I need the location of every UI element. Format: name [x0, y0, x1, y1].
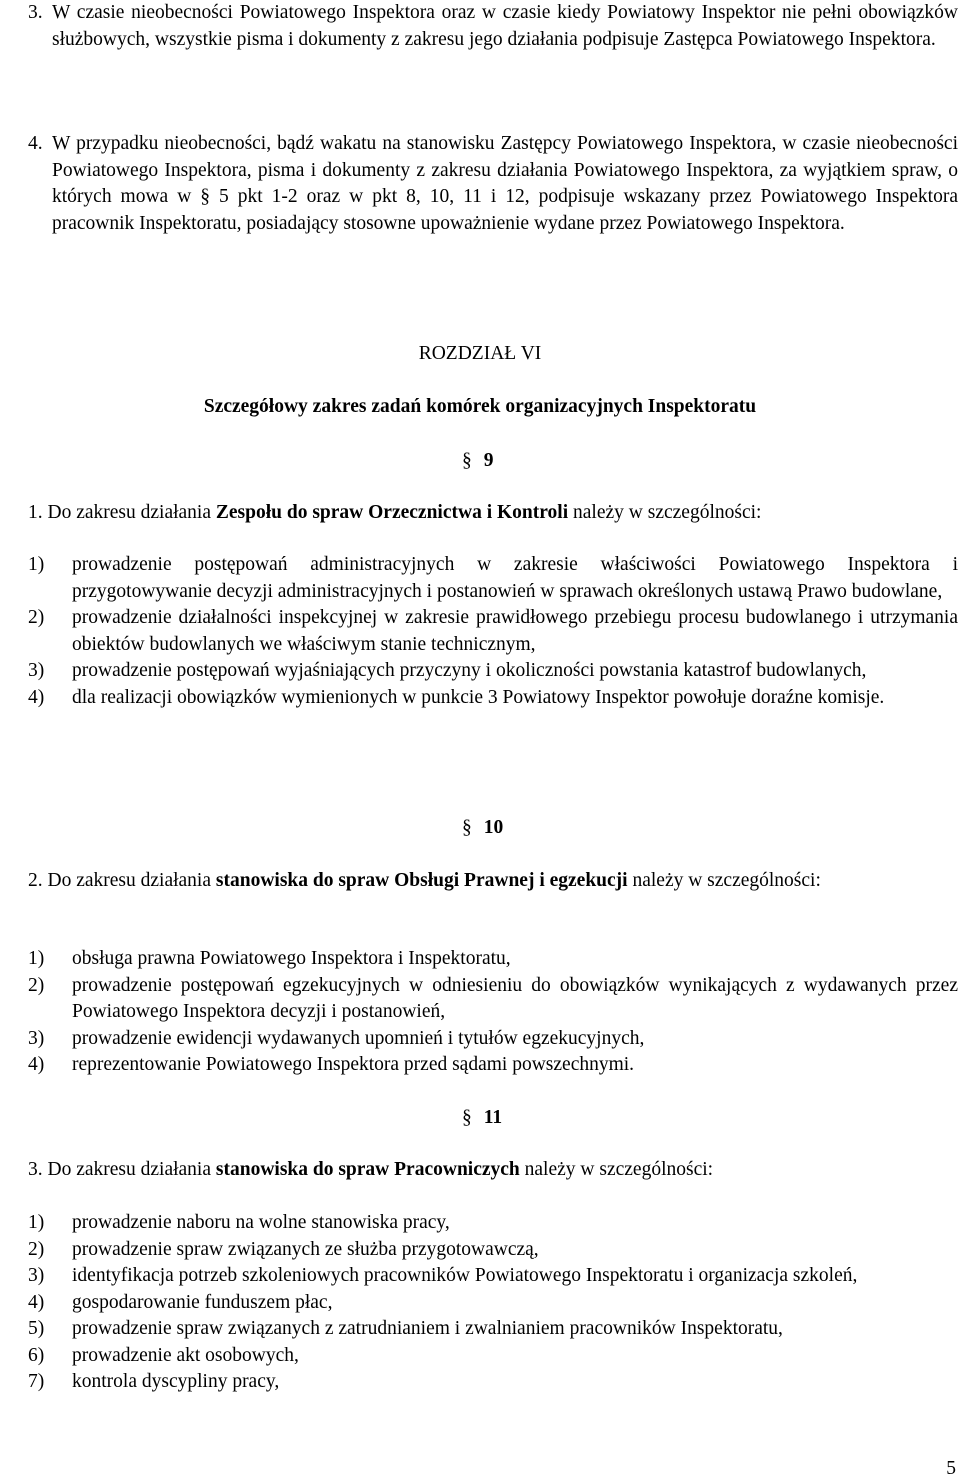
item-text: kontrola dyscypliny pracy,	[72, 1371, 280, 1392]
item-text: gospodarowanie funduszem płac,	[72, 1291, 333, 1313]
item-text: prowadzenie spraw związanych ze służba przygotowawczą,	[72, 1238, 539, 1260]
section-symbol: §	[462, 1107, 472, 1128]
paragraph-number: 3.	[28, 2, 43, 23]
list-item	[28, 1316, 958, 1343]
item-text: prowadzenie postępowań administracyjnych w zakresie właściwości Powiatowego Inspektora i przygotowywanie decyzji administracyjnych i postanowień w sprawach określonych ustawą Prawo budowlane,	[72, 554, 958, 602]
section-number: 9	[483, 450, 494, 471]
paragraph-text: W czasie nieobecności Powiatowego Inspektora oraz w czasie kiedy Powiatowy Inspektor nie pełni obowiązków służbowych, wszystkie pisma i dokumenty z zakresu jego działania podpisuje Zastępca Powiatowego Inspektora.	[52, 2, 958, 50]
unit-name: Zespołu do spraw Orzecznictwa i Kontroli	[215, 502, 569, 523]
item-number: 2)	[28, 1238, 45, 1260]
paragraph-4	[28, 131, 958, 237]
list-item	[28, 552, 958, 605]
lead-text-pre: Do zakresu działania	[47, 870, 216, 891]
item-number: 4)	[28, 1291, 45, 1313]
lead-text-post: należy w szczególności:	[568, 502, 762, 523]
list-item	[28, 1263, 958, 1290]
list-item	[28, 605, 958, 658]
item-number: 5)	[28, 1318, 45, 1339]
paragraph-3	[28, 0, 958, 53]
section-symbol: §	[462, 450, 472, 471]
list-item	[28, 1369, 958, 1396]
section-9-list	[28, 552, 958, 711]
section-11-heading	[462, 1105, 502, 1132]
list-item	[28, 1343, 958, 1370]
item-text: prowadzenie postępowań wyjaśniających przyczyny i okoliczności powstania katastrof budowlanych,	[72, 660, 867, 681]
item-text: reprezentowanie Powiatowego Inspektora przed sądami powszechnymi.	[72, 1054, 635, 1075]
item-text: prowadzenie naboru na wolne stanowiska pracy,	[72, 1212, 450, 1233]
list-item	[28, 1052, 958, 1079]
item-text: prowadzenie działalności inspekcyjnej w zakresie prawidłowego przebiegu procesu budowlanego i utrzymania obiektów budowlanych we właściwym stanie technicznym,	[72, 607, 958, 655]
item-number: 7)	[28, 1371, 45, 1392]
list-item	[28, 1237, 958, 1264]
lead-text-pre: Do zakresu działania	[47, 502, 216, 523]
item-number: 3)	[28, 1027, 45, 1049]
section-10-list	[28, 946, 958, 1079]
item-number: 4)	[28, 1054, 45, 1075]
lead-number: 3.	[28, 1159, 43, 1180]
lead-number: 1.	[28, 502, 43, 523]
list-item	[28, 1290, 958, 1317]
list-item	[28, 1210, 958, 1237]
unit-name: stanowiska do spraw Obsługi Prawnej i egzekucji	[215, 870, 628, 891]
section-number: 10	[483, 817, 504, 838]
item-number: 1)	[28, 948, 45, 969]
item-text: obsługa prawna Powiatowego Inspektora i Inspektoratu,	[72, 948, 511, 969]
section-10-heading	[462, 815, 503, 842]
section-11-list	[28, 1210, 958, 1396]
item-number: 1)	[28, 554, 45, 575]
item-text: prowadzenie ewidencji wydawanych upomnień i tytułów egzekucyjnych,	[72, 1027, 645, 1049]
item-number: 6)	[28, 1344, 45, 1366]
lead-text-pre: Do zakresu działania	[47, 1159, 216, 1180]
unit-name: stanowiska do spraw Pracowniczych	[215, 1159, 520, 1180]
lead-text-post: należy w szczególności:	[519, 1159, 714, 1180]
item-number: 1)	[28, 1212, 45, 1233]
item-number: 3)	[28, 660, 45, 681]
section-number: 11	[483, 1107, 503, 1128]
list-item	[28, 685, 958, 712]
item-number: 2)	[28, 607, 45, 628]
item-text: dla realizacji obowiązków wymienionych w punkcie 3 Powiatowy Inspektor powołuje doraźne komisje.	[72, 686, 885, 708]
item-number: 4)	[28, 686, 45, 708]
chapter-subtitle: Szczegółowy zakres zadań komórek organizacyjnych Inspektoratu	[203, 396, 757, 417]
list-item	[28, 973, 958, 1026]
section-10-lead	[28, 868, 958, 895]
section-11-lead	[28, 1157, 958, 1184]
item-text: prowadzenie spraw związanych z zatrudnianiem i zwalnianiem pracowników Inspektoratu,	[72, 1318, 783, 1339]
lead-number: 2.	[28, 870, 43, 891]
item-text: identyfikacja potrzeb szkoleniowych pracowników Powiatowego Inspektoratu i organizacja szkoleń,	[72, 1265, 858, 1286]
lead-text-post: należy w szczególności:	[627, 870, 821, 891]
section-9-lead	[28, 500, 958, 527]
list-item	[28, 946, 958, 973]
section-9-heading	[462, 448, 494, 475]
chapter-title: ROZDZIAŁ VI	[418, 343, 542, 364]
item-text: prowadzenie akt osobowych,	[72, 1344, 299, 1366]
section-symbol: §	[462, 817, 472, 838]
paragraph-text: W przypadku nieobecności, bądź wakatu na stanowisku Zastępcy Powiatowego Inspektora, w czasie nieobecności Powiatowego Inspektora, pisma i dokumenty z zakresu działania Powiatowego Inspektora, za wyjątkiem spraw, o których mowa w § 5 pkt 1-2 oraz w pkt 8, 10, 11 i 12, podpisuje wskazany przez Powiatowego Inspektora pracownik Inspektoratu, posiadający stosowne upoważnienie wydane przez Powiatowego Inspektora.	[52, 133, 958, 234]
item-number: 3)	[28, 1265, 45, 1286]
paragraph-number: 4.	[28, 133, 43, 154]
page-number: 5	[946, 1458, 956, 1479]
list-item	[28, 658, 958, 685]
item-number: 2)	[28, 974, 45, 996]
list-item	[28, 1026, 958, 1053]
item-text: prowadzenie postępowań egzekucyjnych w odniesieniu do obowiązków wynikających z wydawanych przez Powiatowego Inspektora decyzji i postanowień,	[72, 974, 958, 1022]
